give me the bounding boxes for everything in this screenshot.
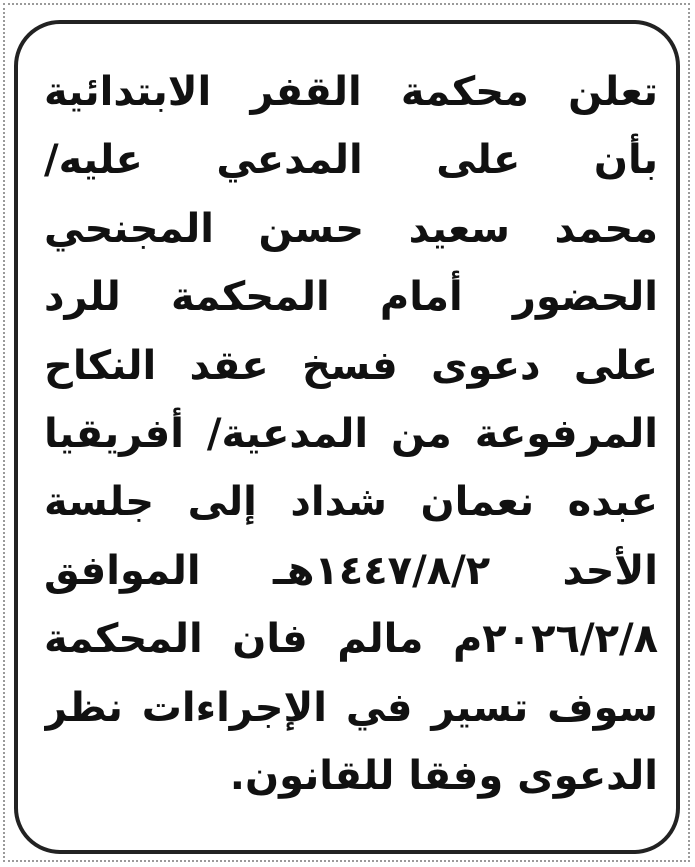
notice-line-5: على دعوى فسخ عقد النكاح [44,342,658,389]
notice-line-10: سوف تسير في الإجراءات نظر [44,684,658,731]
notice-line-6: المرفوعة من المدعية/ أفريقيا [44,410,658,457]
notice-line-9: ٢٠٢٦/٢/٨م مالم فان المحكمة [44,616,658,663]
notice-line-11: الدعوى وفقا للقانون. [229,752,658,799]
notice-line-2: بأن على المدعي عليه/ [44,137,658,184]
notice-line-1: تعلن محكمة القفر الابتدائية [44,69,658,115]
notice-line-8: الأحد ١٤٤٧/٨/٢هـ الموافق [44,547,658,594]
court-notice-text [44,58,658,810]
notice-line-4: الحضور أمام المحكمة للرد [44,274,658,321]
notice-line-3: محمد سعيد حسن المجنحي [44,205,658,252]
notice-line-7: عبده نعمان شداد إلى جلسة [44,479,658,526]
